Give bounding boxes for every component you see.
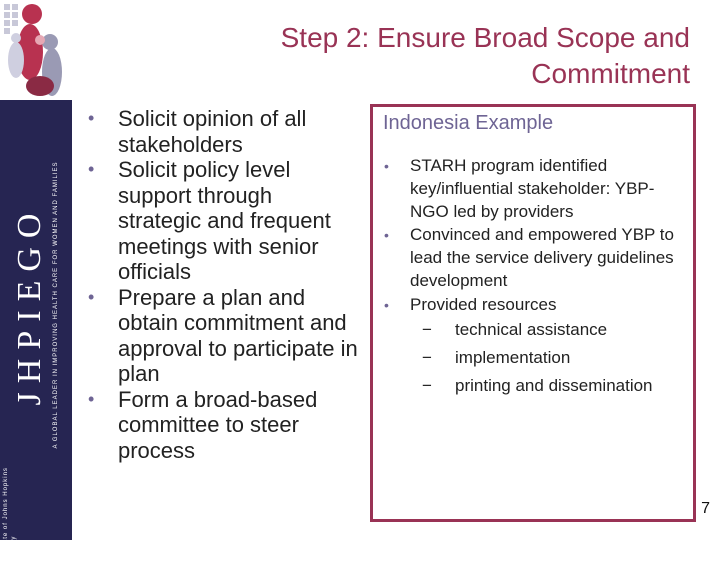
resource-sub-list [410,319,680,397]
slide-title [150,20,690,92]
bullet-icon: • [88,286,95,307]
bullet-icon: • [88,159,95,179]
family-figures-logo [0,0,72,100]
dash-icon: − [422,375,432,395]
bullet-icon: • [384,158,389,174]
list-item: • Solicit policy level support through strategic and frequent meetings with senior officials [88,157,331,284]
list-item: • STARH program identified key/influential stakeholder: YBP-NGO led by providers [384,156,655,221]
title-line-1: Step 2: Ensure Broad Scope and [280,22,690,53]
list-item: • Provided resources − technical assistance − implementation − printing and dissemination [380,294,680,397]
example-bullet-list [380,155,680,403]
dash-icon: − [422,319,432,339]
bullet-icon: • [88,108,95,128]
dash-icon: − [422,347,432,367]
bullet-icon: • [88,388,95,409]
example-panel [370,104,696,522]
list-item: • Prepare a plan and obtain commitment and approval to participate in plan [88,284,358,386]
sub-list-item: − printing and dissemination [422,375,653,395]
brand-name: JHPIEGO [11,204,48,406]
brand-tagline: A GLOBAL LEADER IN IMPROVING HEALTH CARE FOR WOMEN AND FAMILIES [53,161,59,449]
brand-lockup [3,150,66,572]
brand-sidebar [0,0,72,572]
example-heading: Indonesia Example [383,112,554,134]
bullet-icon: • [384,227,389,244]
sub-list-item: − technical assistance [422,319,608,339]
brand-affiliate: An Affiliate of Johns Hopkins University [3,467,17,572]
list-item: • Form a broad-based committee to steer process [88,386,318,463]
title-line-2: Commitment [531,58,690,89]
step-bullet-list [88,106,360,463]
list-item: • Convinced and empowered YBP to lead the service delivery guidelines development [384,225,674,290]
sub-list-item: − implementation [422,347,571,367]
bullet-icon: • [384,296,389,313]
page-number: 7 [701,500,710,517]
logo-block [0,0,72,100]
list-item: • Solicit opinion of all stakeholders [88,106,307,157]
